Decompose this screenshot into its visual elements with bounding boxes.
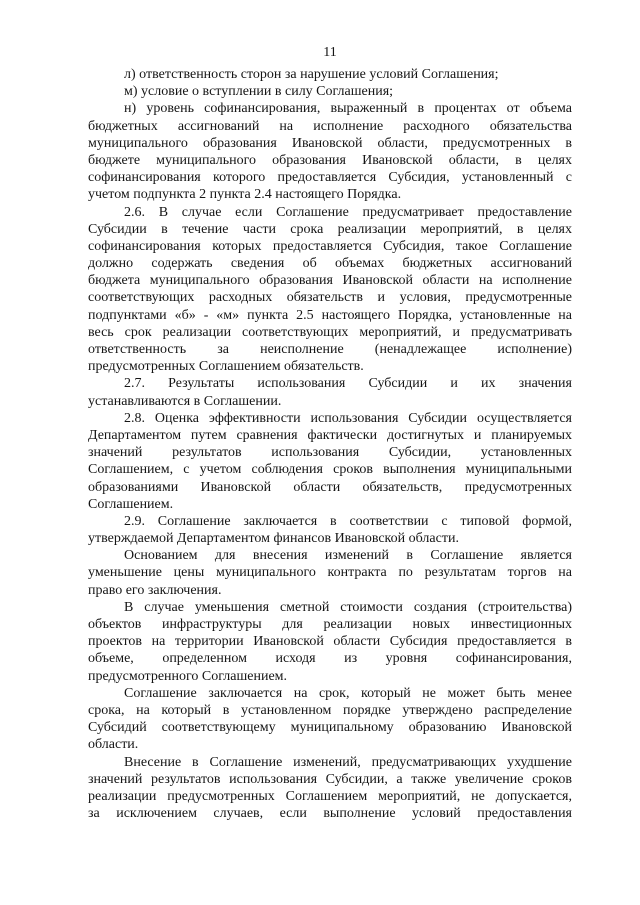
- text-line: объеме, определенном исходя из уровня софинансирования,: [88, 651, 572, 667]
- text-line: право его заключения.: [88, 582, 222, 598]
- paragraph: [88, 83, 572, 100]
- text-line: должно содержать сведения об объемах бюджетных ассигнований: [88, 256, 572, 272]
- text-line: Основанием для внесения изменений в Соглашение является: [124, 548, 572, 564]
- text-line: проектов на территории Ивановской области Субсидия предоставляется в: [88, 634, 572, 650]
- text-line: софинансирования которого предоставляется Субсидия, установленный с: [88, 170, 572, 186]
- text-line: Внесение в Соглашение изменений, предусматривающих ухудшение: [124, 754, 572, 770]
- text-line: 2.8. Оценка эффективности использования Субсидии осуществляется: [124, 410, 572, 426]
- text-line: В случае уменьшения сметной стоимости создания (строительства): [124, 599, 572, 615]
- text-line: бюджетных ассигнований на исполнение расходного обязательства: [88, 118, 572, 134]
- text-line: Департаментом путем сравнения фактически достигнутых и планируемых: [88, 427, 572, 443]
- text-line: устанавливаются в Соглашении.: [88, 393, 282, 409]
- paragraph: [88, 66, 572, 83]
- paragraph: [88, 100, 572, 203]
- text-line: учетом подпункта 2 пункта 2.4 настоящего Порядка.: [88, 187, 402, 203]
- text-line: реализации предусмотренных Соглашением мероприятий, не допускается,: [88, 788, 572, 804]
- paragraph: [88, 754, 572, 823]
- paragraph: [88, 410, 572, 513]
- text-line: ответственность за неисполнение (ненадлежащее исполнение): [88, 342, 572, 357]
- text-line: софинансирования которых предоставляется Субсидия, такое Соглашение: [88, 238, 572, 254]
- text-line: л) ответственность сторон за нарушение условий Соглашения;: [124, 67, 499, 82]
- text-line: м) условие о вступлении в силу Соглашения;: [124, 84, 394, 100]
- text-line: бюджете муниципального образования Ивановской области, в целях: [88, 152, 572, 168]
- text-line: подпунктами «б» - «м» пункта 2.5 настоящего Порядка, установленные на: [88, 307, 572, 323]
- paragraph: [88, 547, 572, 599]
- text-line: срока, на который в установленном порядке утверждено распределение: [88, 702, 572, 718]
- text-line: значений результатов использования Субсидии, установленных: [88, 445, 572, 461]
- text-line: соответствующих расходных обязательств и условия, предусмотренные: [88, 290, 572, 306]
- paragraph: [88, 599, 572, 685]
- text-line: Соглашение заключается на срок, который не может быть менее: [124, 685, 572, 701]
- text-line: 2.6. В случае если Соглашение предусматривает предоставление: [124, 204, 572, 220]
- text-line: Соглашением, с учетом соблюдения сроков выполнения муниципальными: [88, 462, 572, 478]
- text-line: уменьшение цены муниципального контракта по результатам торгов на: [88, 565, 572, 581]
- text-line: 2.9. Соглашение заключается в соответствии с типовой формой,: [124, 513, 572, 529]
- page-number: 11: [323, 45, 337, 60]
- text-line: образованиями Ивановской области обязательств, предусмотренных: [88, 479, 572, 495]
- text-line: Субсидии в течение части срока реализации мероприятий, в целях: [88, 221, 572, 237]
- paragraph: [88, 685, 572, 754]
- paragraph: [88, 204, 572, 376]
- text-line: весь срок реализации соответствующих мероприятий, и предусматривать: [88, 324, 572, 340]
- text-line: муниципального образования Ивановской области, предусмотренных в: [88, 135, 572, 151]
- text-line: Субсидий соответствующему муниципальному образованию Ивановской: [88, 720, 572, 736]
- text-line: предусмотренных Соглашением обязательств.: [88, 359, 364, 375]
- text-line: предусмотренного Соглашением.: [88, 668, 288, 684]
- paragraph: [88, 513, 572, 547]
- document-body: [88, 66, 572, 822]
- paragraph: [88, 375, 572, 409]
- text-line: объектов инфраструктуры для реализации новых инвестиционных: [88, 617, 572, 632]
- text-line: значений результатов использования Субсидии, а также увеличение сроков: [88, 771, 572, 787]
- text-line: области.: [88, 737, 139, 753]
- text-line: н) уровень софинансирования, выраженный в процентах от объема: [124, 101, 572, 117]
- text-line: утверждаемой Департаментом финансов Ивановской области.: [88, 531, 459, 547]
- text-line: за исключением случаев, если выполнение условий предоставления: [88, 806, 572, 822]
- text-line: бюджета муниципального образования Ивановской области на исполнение: [88, 273, 572, 289]
- text-line: Соглашением.: [88, 496, 174, 512]
- text-line: 2.7. Результаты использования Субсидии и их значения: [124, 376, 572, 392]
